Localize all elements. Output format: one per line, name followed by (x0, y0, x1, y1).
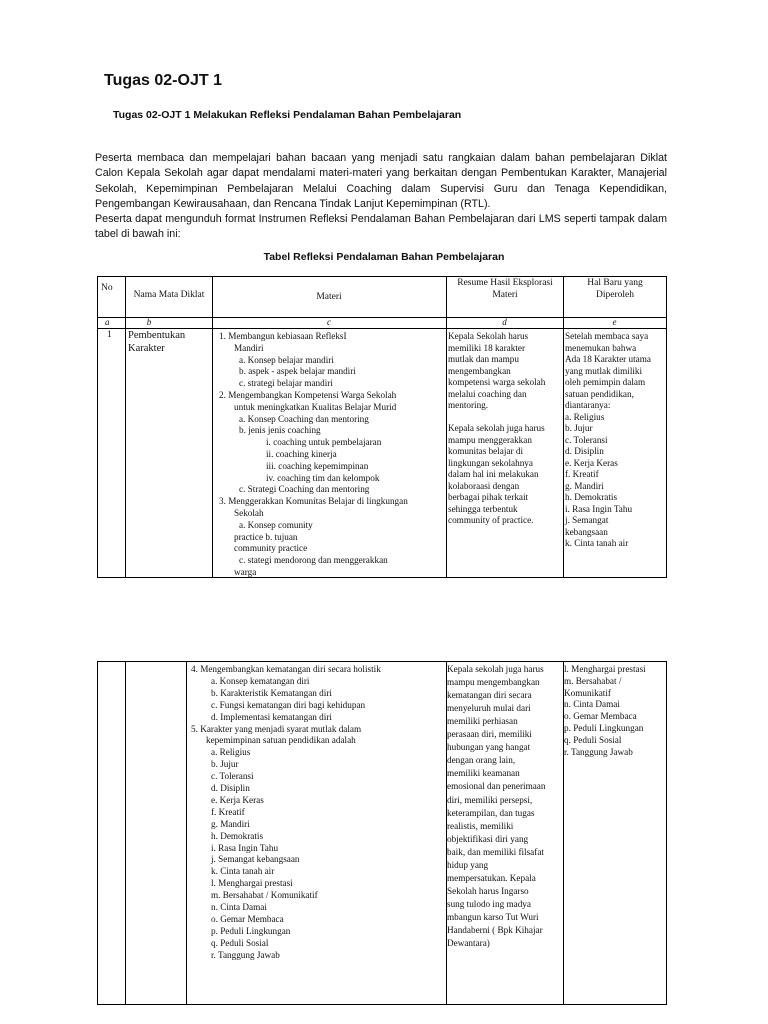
text-line: r. Tanggung Jawab (211, 949, 280, 960)
text-line: hubungan yang hangat (447, 742, 531, 753)
text-line: 2. Mengembangkan Kompetensi Warga Sekolah (219, 390, 397, 400)
text-line: objektifikasi diri yang (447, 833, 529, 844)
text-line: j. Semangat (565, 515, 609, 525)
text-line: Ada 18 Karakter utama (565, 354, 651, 364)
text-line: e. Kerja Keras (211, 794, 264, 805)
table-border (666, 276, 667, 578)
column-letter-e: e (612, 317, 617, 327)
table-border (125, 661, 126, 1005)
text-line: d. Implementasi kematangan diri (211, 711, 332, 722)
text-line: diri, memiliki persepsi, (447, 794, 533, 805)
text-line: untuk meningkatkan Kualitas Belajar Murid (234, 401, 397, 412)
text-line: sehingga terbentuk (448, 503, 518, 514)
text-line: practice b. tujuan (234, 531, 298, 542)
text-line: e. Kerja Keras (565, 457, 618, 468)
header-hal-baru: Hal Baru yang Diperoleh (587, 278, 643, 300)
text-line: mampu menggerakkan (448, 434, 532, 445)
header-no: No (101, 283, 113, 293)
text-line: i. Rasa Ingin Tahu (565, 503, 633, 514)
text-line: n. Cinta Damai (564, 699, 620, 710)
column-letter-d: d (502, 317, 507, 327)
text-line: f. Kreatif (211, 806, 245, 817)
text-line: mengembangkan (448, 365, 511, 376)
text-line: satuan pendidikan, (565, 388, 634, 399)
text-line: c. strategi belajar mandiri (239, 378, 333, 389)
text-line: Kepala Sekolah harus (448, 331, 529, 341)
text-line: c. Toleransi (565, 434, 608, 445)
text-line: q. Peduli Sosial (564, 734, 622, 745)
text-line: mutlak dan mampu (448, 354, 519, 364)
text-line: a. Religius (565, 411, 605, 422)
text-line: h. Demokratis (565, 492, 618, 502)
text-line: sung tulodo ing madya (447, 898, 531, 909)
header-resume: Resume Hasil Eksplorasi Materi (457, 278, 553, 300)
text-line: ii. coaching kinerja (266, 449, 337, 459)
text-line: iv. coaching tim dan kelompok (266, 472, 380, 483)
text-line: menyeluruh mulai dari (447, 703, 531, 714)
text-line: 3. Menggerakkan Komunitas Belajar di lingkungan (219, 496, 408, 507)
text-line: a. Konsep belajar mandiri (239, 354, 334, 365)
table-border (97, 276, 666, 277)
text-line: d. Disiplin (565, 446, 604, 456)
text-line: c. Fungsi kematangan diri bagi kehidupan (211, 699, 366, 710)
table-caption: Tabel Refleksi Pendalaman Bahan Pembelajaran (263, 251, 505, 263)
text-line: q. Peduli Sosial (211, 937, 269, 948)
text-line: j. Semangat kebangsaan (211, 854, 300, 865)
text-line: menemukan bahwa (565, 342, 637, 353)
text-line: l. Menghargai prestasi (564, 664, 646, 674)
text-line: emosional dan penerimaan (447, 781, 546, 792)
text-line: a. Konsep Coaching dan mentoring (239, 413, 369, 424)
column-letter-c: c (327, 317, 331, 327)
table-border (97, 661, 98, 1005)
text-line: mempersatukan. Kepala (447, 872, 536, 883)
text-line: n. Cinta Damai (211, 902, 267, 912)
row-nama-mata-diklat: Pembentukan Karakter (128, 330, 186, 354)
text-line: b. Karakteristik Kematangan diri (211, 687, 332, 698)
table-border (97, 577, 666, 578)
text-line: perasaan diri, memiliki (447, 729, 532, 740)
text-line: Mandiri (234, 342, 264, 353)
text-line: community of practice. (448, 515, 534, 525)
table-border (97, 1004, 666, 1005)
text-line: berbagai pihak terkait (448, 492, 529, 502)
page-subtitle: Tugas 02-OJT 1 Melakukan Refleksi Pendalaman Bahan Pembelajaran (113, 109, 462, 121)
text-line: melalui coaching dan (448, 388, 527, 399)
column-letter-b: b (146, 317, 152, 327)
column-letter-a: a (105, 317, 110, 327)
text-line: o. Gemar Membaca (211, 913, 284, 924)
page-title: Tugas 02-OJT 1 (104, 72, 222, 89)
text-line: dalam hal ini melakukan (448, 469, 539, 479)
text-line: 1. Membangun kebiasaan RefleksI (219, 331, 347, 341)
header-nama-mata-diklat: Nama Mata Diklat (133, 290, 205, 300)
text-line: baik, dan memiliki filsafat (447, 846, 544, 857)
text-line: memiliki keamanan (447, 768, 520, 779)
text-line: Kepala sekolah juga harus (447, 664, 544, 674)
text-line: m. Bersahabat / Komunikatif (211, 890, 318, 901)
table-border (97, 661, 666, 662)
text-line: lingkungan sekolahnya (448, 457, 533, 468)
text-line: Setelah membaca saya (565, 331, 649, 341)
text-line: kompetensi warga sekolah (448, 377, 546, 387)
row-number: 1 (107, 330, 112, 340)
text-line: dengan orang lain, (447, 755, 516, 766)
text-line: i. coaching untuk pembelajaran (266, 437, 382, 448)
text-line: k. Cinta tanah air (565, 538, 629, 548)
text-line: b. aspek - aspek belajar mandiri (239, 366, 356, 377)
text-line: diantaranya: (565, 400, 611, 410)
text-line: hidup yang (447, 859, 489, 870)
text-line: oleh pemimpin dalam (565, 377, 646, 387)
text-line: l. Menghargai prestasi (211, 878, 293, 889)
text-line: kolaboraasi dengan (448, 480, 520, 491)
text-line: a. Konsep kematangan diri (211, 675, 310, 686)
text-line: memiliki 18 karakter (448, 342, 526, 353)
text-line: mentoring. (448, 400, 489, 410)
text-line: a. Konsep comunity (239, 519, 313, 530)
text-line: i. Rasa Ingin Tahu (211, 842, 279, 853)
text-line: Kepala sekolah juga harus (448, 423, 545, 433)
text-line: mbangun karso Tut Wuri (447, 911, 539, 922)
text-line: c. stategi mendorong dan menggerakkan (239, 555, 388, 566)
header-materi: Materi (316, 292, 342, 302)
text-line: h. Demokratis (211, 830, 264, 841)
text-line: p. Peduli Lingkungan (211, 925, 291, 936)
table-border (97, 276, 98, 578)
text-line: 5. Karakter yang menjadi syarat mutlak dalam (191, 723, 362, 734)
text-line: 4. Mengembangkan kematangan diri secara holistik (191, 664, 381, 674)
text-line: yang mutlak dimiliki (565, 365, 643, 376)
table-border (666, 661, 667, 1005)
text-line: Sekolah harus Ingarso (447, 885, 529, 896)
text-line: o. Gemar Membaca (564, 711, 637, 722)
text-line: kematangan diri secara (447, 690, 532, 701)
text-line: k. Cinta tanah air (211, 866, 275, 877)
text-line: kebangsaan (565, 526, 608, 537)
intro-paragraph: Peserta membaca dan mempelajari bahan bacaan yang menjadi satu rangkaian dalam bahan pembelajaran Diklat Calon Kepala Sekolah agar dapat mendalami materi-materi yang berkaitan dengan Pembentukan Karakter, Manajerial Sekolah, Kepemimpinan Pembelajaran Melalui Coaching dalam Supervisi Guru dan Tenaga Kependidikan, Pengembangan Kewirausahaan, dan Rencana Tindak Lanjut Kepemimpinan (RTL). (95, 152, 667, 210)
text-line: g. Mandiri (565, 480, 604, 491)
text-line: Komunikatif (564, 687, 611, 698)
table-border (186, 661, 187, 1005)
text-line: keterampilan, dan tugas (447, 807, 535, 818)
text-line: Sekolah (234, 508, 264, 518)
text-line: d. Disiplin (211, 783, 250, 793)
text-line: komunitas belajar di (448, 446, 524, 456)
text-line: warga (234, 567, 257, 577)
text-line: b. jenis jenis coaching (239, 425, 321, 436)
text-line: iii. coaching kepemimpinan (266, 460, 369, 471)
text-line: memiliki perhiasan (447, 716, 518, 727)
text-line: m. Bersahabat / (564, 675, 622, 686)
text-line: r. Tanggung Jawab (564, 746, 633, 757)
text-line: b. Jujur (565, 423, 593, 433)
text-line: p. Peduli Lingkungan (564, 723, 644, 733)
text-line: c. Toleransi (211, 771, 254, 782)
text-line: b. Jujur (211, 759, 239, 770)
text-line: c. Strategi Coaching dan mentoring (239, 484, 370, 495)
text-line: realistis, memiliki (447, 820, 514, 831)
text-line: Handaberni ( Bpk Kihajar (447, 925, 543, 935)
text-line: community practice (234, 543, 308, 554)
text-line: g. Mandiri (211, 818, 250, 829)
text-line: kepemimpinan satuan pendidikan adalah (206, 735, 356, 746)
text-line: a. Religius (211, 747, 251, 758)
text-line: Dewantara) (447, 938, 490, 949)
text-line: f. Kreatif (565, 469, 599, 479)
download-paragraph: Peserta dapat mengunduh format Instrumen Refleksi Pendalaman Bahan Pembelajaran dari LMS seperti tampak dalam tabel di bawah ini: (95, 213, 667, 241)
text-line: mampu mengembangkan (447, 677, 540, 688)
